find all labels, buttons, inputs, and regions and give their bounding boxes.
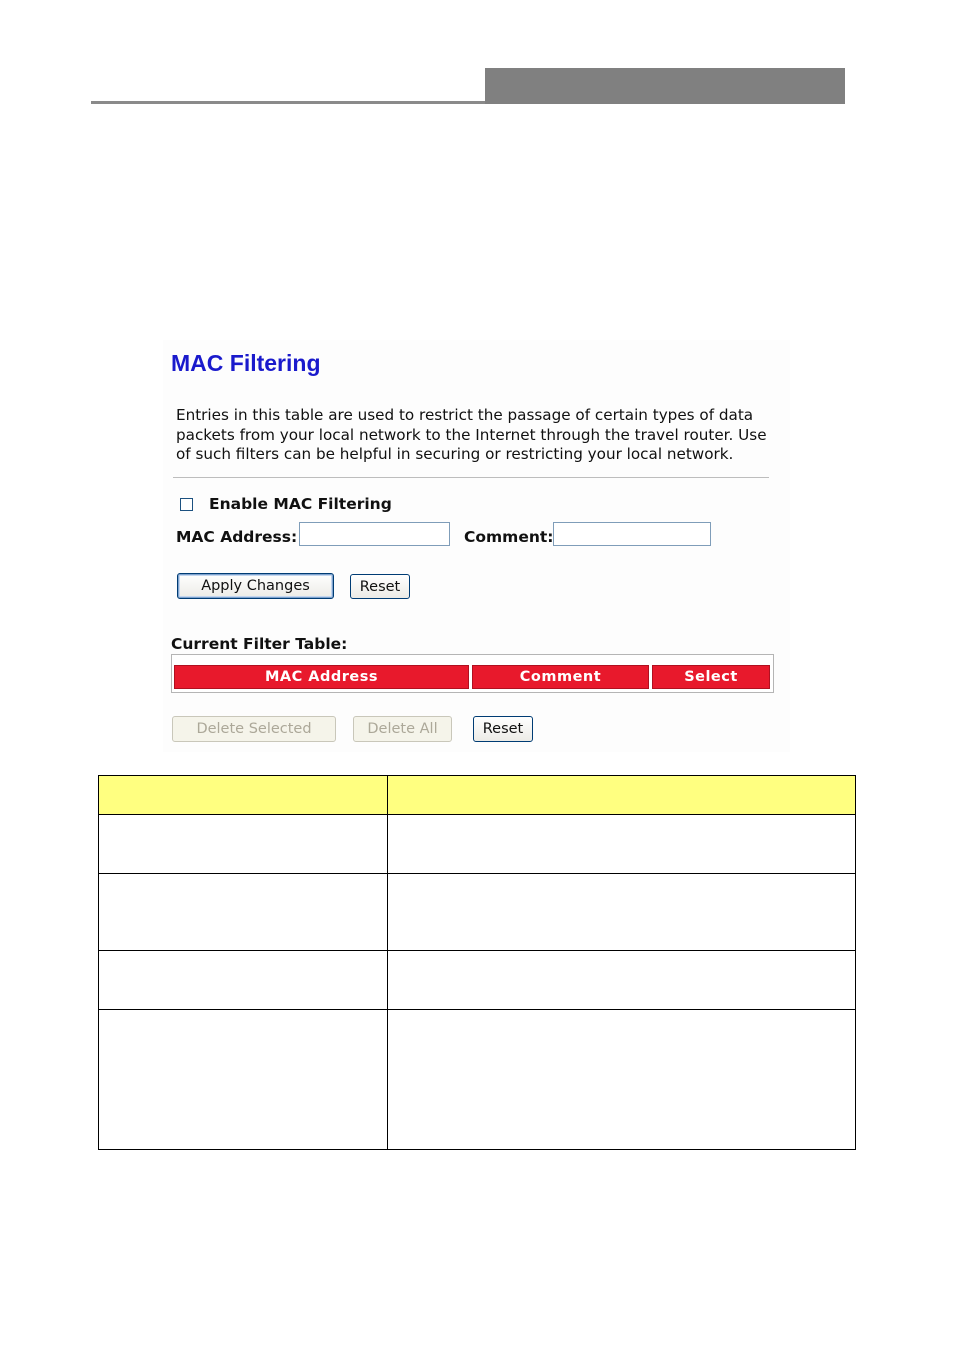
table-header-select: Select — [652, 665, 770, 689]
table-cell — [99, 815, 388, 874]
apply-changes-button[interactable]: Apply Changes — [177, 573, 334, 599]
table-row — [99, 951, 856, 1010]
table-row — [99, 874, 856, 951]
table-cell — [388, 776, 856, 815]
comment-input[interactable] — [553, 522, 711, 546]
enable-mac-filtering-label: Enable MAC Filtering — [209, 495, 392, 513]
header-rule — [91, 101, 485, 104]
reset-table-button[interactable]: Reset — [473, 716, 533, 742]
divider — [173, 477, 769, 478]
table-header-row — [99, 776, 856, 815]
table-header-comment: Comment — [472, 665, 649, 689]
enable-mac-filtering-row — [180, 495, 392, 513]
table-row — [99, 815, 856, 874]
header-bar — [485, 68, 845, 104]
table-cell — [99, 874, 388, 951]
table-cell — [388, 815, 856, 874]
mac-address-label: MAC Address: — [176, 528, 298, 546]
reset-button[interactable]: Reset — [350, 574, 410, 599]
page-description: Entries in this table are used to restrict the passage of certain types of data packets from your local network to the Internet through the travel router. Use of such filters can be helpful in securing or restricting your local network. — [176, 406, 767, 463]
table-cell — [99, 776, 388, 815]
mac-address-input[interactable] — [299, 522, 450, 546]
parameter-description-table — [98, 775, 856, 1150]
table-cell — [99, 951, 388, 1010]
mac-filtering-screenshot — [163, 340, 790, 752]
table-header-mac-address: MAC Address — [174, 665, 469, 689]
delete-selected-button[interactable]: Delete Selected — [172, 716, 336, 742]
delete-all-button[interactable]: Delete All — [353, 716, 452, 742]
comment-label: Comment: — [464, 528, 554, 546]
table-cell — [99, 1010, 388, 1150]
enable-mac-filtering-checkbox[interactable] — [180, 498, 193, 511]
table-row — [99, 1010, 856, 1150]
page-title: MAC Filtering — [171, 350, 321, 376]
table-cell — [388, 951, 856, 1010]
table-cell — [388, 1010, 856, 1150]
current-filter-table-label: Current Filter Table: — [171, 635, 348, 653]
table-cell — [388, 874, 856, 951]
